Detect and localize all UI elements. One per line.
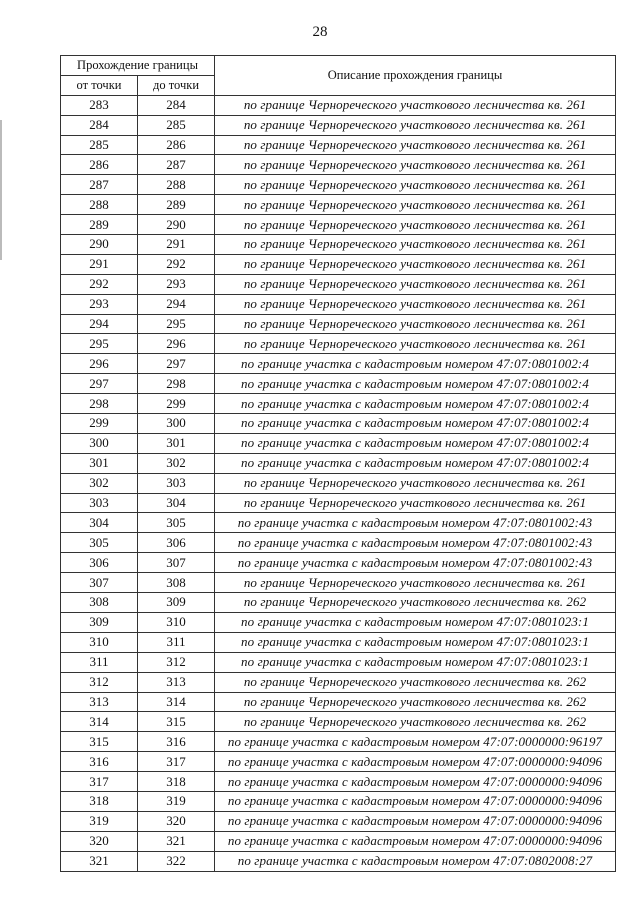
description-cell: по границе участка с кадастровым номером 47:07:0801002:4 xyxy=(215,354,616,374)
to-point-cell: 312 xyxy=(138,652,215,672)
to-point-cell: 296 xyxy=(138,334,215,354)
from-point-cell: 303 xyxy=(61,493,138,513)
to-point-cell: 306 xyxy=(138,533,215,553)
description-cell: по границе Чернореческого участкового лесничества кв. 262 xyxy=(215,593,616,613)
description-cell: по границе Чернореческого участкового лесничества кв. 261 xyxy=(215,274,616,294)
table-row xyxy=(61,851,616,871)
from-point-cell: 285 xyxy=(61,135,138,155)
from-point-cell: 283 xyxy=(61,95,138,115)
to-point-cell: 286 xyxy=(138,135,215,155)
to-point-cell: 318 xyxy=(138,772,215,792)
header-to-point: до точки xyxy=(138,75,215,95)
table-row xyxy=(61,493,616,513)
table-row xyxy=(61,732,616,752)
description-cell: по границе Чернореческого участкового лесничества кв. 261 xyxy=(215,314,616,334)
table-row xyxy=(61,652,616,672)
table-row xyxy=(61,712,616,732)
table-row xyxy=(61,453,616,473)
description-cell: по границе участка с кадастровым номером 47:07:0801002:4 xyxy=(215,394,616,414)
to-point-cell: 319 xyxy=(138,791,215,811)
from-point-cell: 292 xyxy=(61,274,138,294)
to-point-cell: 321 xyxy=(138,831,215,851)
to-point-cell: 301 xyxy=(138,433,215,453)
to-point-cell: 299 xyxy=(138,394,215,414)
to-point-cell: 307 xyxy=(138,553,215,573)
description-cell: по границе Чернореческого участкового лесничества кв. 262 xyxy=(215,692,616,712)
description-cell: по границе участка с кадастровым номером 47:07:0801023:1 xyxy=(215,652,616,672)
from-point-cell: 306 xyxy=(61,553,138,573)
to-point-cell: 315 xyxy=(138,712,215,732)
to-point-cell: 314 xyxy=(138,692,215,712)
table-row xyxy=(61,215,616,235)
to-point-cell: 293 xyxy=(138,274,215,294)
table-row xyxy=(61,95,616,115)
description-cell: по границе участка с кадастровым номером 47:07:0801023:1 xyxy=(215,612,616,632)
to-point-cell: 291 xyxy=(138,235,215,255)
table-row xyxy=(61,374,616,394)
from-point-cell: 288 xyxy=(61,195,138,215)
description-cell: по границе участка с кадастровым номером 47:07:0000000:94096 xyxy=(215,831,616,851)
table-row xyxy=(61,791,616,811)
from-point-cell: 295 xyxy=(61,334,138,354)
description-cell: по границе Чернореческого участкового лесничества кв. 261 xyxy=(215,195,616,215)
table-row xyxy=(61,394,616,414)
from-point-cell: 310 xyxy=(61,632,138,652)
from-point-cell: 302 xyxy=(61,473,138,493)
from-point-cell: 321 xyxy=(61,851,138,871)
to-point-cell: 304 xyxy=(138,493,215,513)
header-description: Описание прохождения границы xyxy=(215,56,616,96)
to-point-cell: 316 xyxy=(138,732,215,752)
from-point-cell: 293 xyxy=(61,294,138,314)
description-cell: по границе участка с кадастровым номером 47:07:0801002:43 xyxy=(215,513,616,533)
to-point-cell: 322 xyxy=(138,851,215,871)
to-point-cell: 297 xyxy=(138,354,215,374)
to-point-cell: 294 xyxy=(138,294,215,314)
table-row xyxy=(61,175,616,195)
to-point-cell: 313 xyxy=(138,672,215,692)
from-point-cell: 299 xyxy=(61,414,138,434)
table-row xyxy=(61,433,616,453)
description-cell: по границе участка с кадастровым номером 47:07:0801023:1 xyxy=(215,632,616,652)
header-boundary-passage: Прохождение границы xyxy=(61,56,215,76)
from-point-cell: 301 xyxy=(61,453,138,473)
table-row xyxy=(61,513,616,533)
from-point-cell: 300 xyxy=(61,433,138,453)
table-row xyxy=(61,115,616,135)
description-cell: по границе участка с кадастровым номером 47:07:0000000:94096 xyxy=(215,752,616,772)
table-row xyxy=(61,772,616,792)
from-point-cell: 316 xyxy=(61,752,138,772)
to-point-cell: 317 xyxy=(138,752,215,772)
from-point-cell: 309 xyxy=(61,612,138,632)
from-point-cell: 304 xyxy=(61,513,138,533)
boundary-table xyxy=(60,55,616,872)
from-point-cell: 319 xyxy=(61,811,138,831)
description-cell: по границе Чернореческого участкового лесничества кв. 262 xyxy=(215,712,616,732)
from-point-cell: 317 xyxy=(61,772,138,792)
from-point-cell: 298 xyxy=(61,394,138,414)
table-row xyxy=(61,612,616,632)
description-cell: по границе участка с кадастровым номером 47:07:0801002:43 xyxy=(215,533,616,553)
from-point-cell: 311 xyxy=(61,652,138,672)
from-point-cell: 308 xyxy=(61,593,138,613)
description-cell: по границе участка с кадастровым номером 47:07:0000000:94096 xyxy=(215,772,616,792)
table-row xyxy=(61,573,616,593)
from-point-cell: 291 xyxy=(61,254,138,274)
description-cell: по границе Чернореческого участкового лесничества кв. 261 xyxy=(215,493,616,513)
to-point-cell: 292 xyxy=(138,254,215,274)
table-row xyxy=(61,533,616,553)
table-row xyxy=(61,354,616,374)
table-row xyxy=(61,135,616,155)
to-point-cell: 302 xyxy=(138,453,215,473)
table-row xyxy=(61,692,616,712)
description-cell: по границе Чернореческого участкового лесничества кв. 261 xyxy=(215,294,616,314)
from-point-cell: 287 xyxy=(61,175,138,195)
description-cell: по границе Чернореческого участкового лесничества кв. 261 xyxy=(215,235,616,255)
table-row xyxy=(61,254,616,274)
from-point-cell: 286 xyxy=(61,155,138,175)
description-cell: по границе участка с кадастровым номером 47:07:0801002:4 xyxy=(215,414,616,434)
table-row xyxy=(61,632,616,652)
description-cell: по границе Чернореческого участкового лесничества кв. 261 xyxy=(215,334,616,354)
table-row xyxy=(61,752,616,772)
description-cell: по границе Чернореческого участкового лесничества кв. 262 xyxy=(215,672,616,692)
from-point-cell: 305 xyxy=(61,533,138,553)
to-point-cell: 288 xyxy=(138,175,215,195)
to-point-cell: 289 xyxy=(138,195,215,215)
to-point-cell: 285 xyxy=(138,115,215,135)
description-cell: по границе Чернореческого участкового лесничества кв. 261 xyxy=(215,155,616,175)
table-row xyxy=(61,593,616,613)
table-row xyxy=(61,334,616,354)
to-point-cell: 284 xyxy=(138,95,215,115)
table-body xyxy=(61,95,616,871)
from-point-cell: 296 xyxy=(61,354,138,374)
description-cell: по границе Чернореческого участкового лесничества кв. 261 xyxy=(215,115,616,135)
table-row xyxy=(61,473,616,493)
table-row xyxy=(61,831,616,851)
to-point-cell: 298 xyxy=(138,374,215,394)
table-row xyxy=(61,155,616,175)
to-point-cell: 300 xyxy=(138,414,215,434)
description-cell: по границе Чернореческого участкового лесничества кв. 261 xyxy=(215,254,616,274)
description-cell: по границе Чернореческого участкового лесничества кв. 261 xyxy=(215,95,616,115)
to-point-cell: 290 xyxy=(138,215,215,235)
table-row xyxy=(61,672,616,692)
from-point-cell: 313 xyxy=(61,692,138,712)
description-cell: по границе Чернореческого участкового лесничества кв. 261 xyxy=(215,135,616,155)
table-row xyxy=(61,235,616,255)
to-point-cell: 308 xyxy=(138,573,215,593)
to-point-cell: 287 xyxy=(138,155,215,175)
description-cell: по границе участка с кадастровым номером 47:07:0801002:4 xyxy=(215,374,616,394)
table-header xyxy=(61,56,616,96)
description-cell: по границе участка с кадастровым номером 47:07:0801002:4 xyxy=(215,453,616,473)
to-point-cell: 303 xyxy=(138,473,215,493)
description-cell: по границе Чернореческого участкового лесничества кв. 261 xyxy=(215,473,616,493)
from-point-cell: 315 xyxy=(61,732,138,752)
description-cell: по границе участка с кадастровым номером 47:07:0000000:94096 xyxy=(215,811,616,831)
table-row xyxy=(61,553,616,573)
table-row xyxy=(61,314,616,334)
from-point-cell: 320 xyxy=(61,831,138,851)
description-cell: по границе участка с кадастровым номером 47:07:0000000:94096 xyxy=(215,791,616,811)
description-cell: по границе Чернореческого участкового лесничества кв. 261 xyxy=(215,573,616,593)
page-number: 28 xyxy=(312,24,328,40)
table-row xyxy=(61,274,616,294)
table-row xyxy=(61,811,616,831)
description-cell: по границе участка с кадастровым номером 47:07:0801002:43 xyxy=(215,553,616,573)
to-point-cell: 309 xyxy=(138,593,215,613)
table-row xyxy=(61,294,616,314)
table-row xyxy=(61,195,616,215)
description-cell: по границе участка с кадастровым номером 47:07:0802008:27 xyxy=(215,851,616,871)
from-point-cell: 312 xyxy=(61,672,138,692)
to-point-cell: 320 xyxy=(138,811,215,831)
description-cell: по границе участка с кадастровым номером 47:07:0000000:96197 xyxy=(215,732,616,752)
from-point-cell: 314 xyxy=(61,712,138,732)
from-point-cell: 297 xyxy=(61,374,138,394)
from-point-cell: 289 xyxy=(61,215,138,235)
header-from-point: от точки xyxy=(61,75,138,95)
from-point-cell: 307 xyxy=(61,573,138,593)
scan-edge-mark xyxy=(0,120,2,260)
to-point-cell: 305 xyxy=(138,513,215,533)
description-cell: по границе Чернореческого участкового лесничества кв. 261 xyxy=(215,175,616,195)
from-point-cell: 318 xyxy=(61,791,138,811)
description-cell: по границе Чернореческого участкового лесничества кв. 261 xyxy=(215,215,616,235)
from-point-cell: 284 xyxy=(61,115,138,135)
to-point-cell: 310 xyxy=(138,612,215,632)
description-cell: по границе участка с кадастровым номером 47:07:0801002:4 xyxy=(215,433,616,453)
table-row xyxy=(61,414,616,434)
from-point-cell: 290 xyxy=(61,235,138,255)
to-point-cell: 311 xyxy=(138,632,215,652)
from-point-cell: 294 xyxy=(61,314,138,334)
to-point-cell: 295 xyxy=(138,314,215,334)
